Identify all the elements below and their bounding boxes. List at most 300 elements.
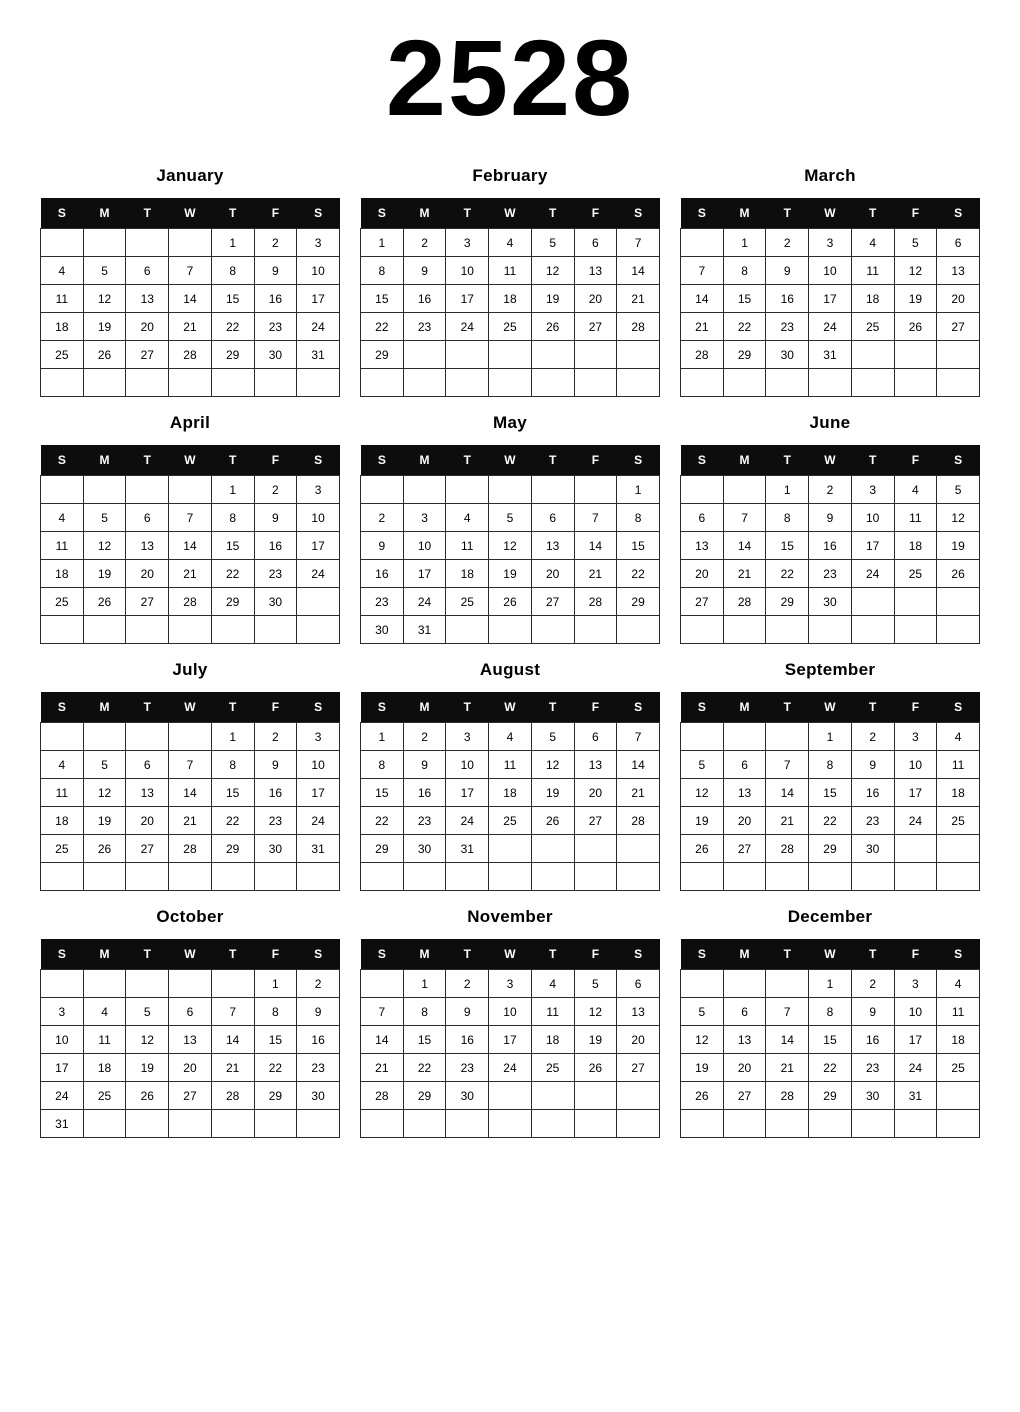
day-cell[interactable]: 27 bbox=[937, 313, 980, 341]
day-cell[interactable]: 16 bbox=[254, 779, 297, 807]
day-cell[interactable]: 14 bbox=[574, 532, 617, 560]
day-cell[interactable]: 2 bbox=[851, 723, 894, 751]
day-cell[interactable]: 27 bbox=[617, 1054, 660, 1082]
day-cell[interactable]: 20 bbox=[723, 807, 766, 835]
day-cell[interactable]: 26 bbox=[83, 341, 126, 369]
day-cell[interactable]: 5 bbox=[681, 751, 724, 779]
day-cell[interactable]: 20 bbox=[574, 285, 617, 313]
day-cell[interactable]: 8 bbox=[617, 504, 660, 532]
day-cell[interactable]: 15 bbox=[211, 285, 254, 313]
day-cell[interactable]: 17 bbox=[809, 285, 852, 313]
day-cell[interactable]: 28 bbox=[211, 1082, 254, 1110]
day-cell[interactable]: 29 bbox=[766, 588, 809, 616]
day-cell[interactable]: 17 bbox=[403, 560, 446, 588]
day-cell[interactable]: 10 bbox=[809, 257, 852, 285]
day-cell[interactable]: 19 bbox=[681, 807, 724, 835]
day-cell[interactable]: 12 bbox=[681, 779, 724, 807]
day-cell[interactable]: 7 bbox=[723, 504, 766, 532]
day-cell[interactable]: 10 bbox=[446, 751, 489, 779]
day-cell[interactable]: 3 bbox=[894, 723, 937, 751]
day-cell[interactable]: 6 bbox=[617, 970, 660, 998]
day-cell[interactable]: 6 bbox=[937, 229, 980, 257]
day-cell[interactable]: 5 bbox=[489, 504, 532, 532]
day-cell[interactable]: 21 bbox=[211, 1054, 254, 1082]
day-cell[interactable]: 25 bbox=[937, 807, 980, 835]
day-cell[interactable]: 14 bbox=[211, 1026, 254, 1054]
day-cell[interactable]: 9 bbox=[403, 751, 446, 779]
day-cell[interactable]: 17 bbox=[489, 1026, 532, 1054]
day-cell[interactable]: 14 bbox=[766, 1026, 809, 1054]
day-cell[interactable]: 14 bbox=[169, 779, 212, 807]
day-cell[interactable]: 11 bbox=[489, 257, 532, 285]
day-cell[interactable]: 10 bbox=[41, 1026, 84, 1054]
day-cell[interactable]: 5 bbox=[681, 998, 724, 1026]
day-cell[interactable]: 21 bbox=[681, 313, 724, 341]
day-cell[interactable]: 23 bbox=[403, 807, 446, 835]
day-cell[interactable]: 14 bbox=[681, 285, 724, 313]
day-cell[interactable]: 10 bbox=[297, 751, 340, 779]
day-cell[interactable]: 23 bbox=[254, 807, 297, 835]
day-cell[interactable]: 24 bbox=[894, 1054, 937, 1082]
day-cell[interactable]: 1 bbox=[211, 476, 254, 504]
day-cell[interactable]: 24 bbox=[809, 313, 852, 341]
day-cell[interactable]: 12 bbox=[489, 532, 532, 560]
day-cell[interactable]: 28 bbox=[766, 835, 809, 863]
day-cell[interactable]: 1 bbox=[723, 229, 766, 257]
day-cell[interactable]: 5 bbox=[126, 998, 169, 1026]
day-cell[interactable]: 8 bbox=[403, 998, 446, 1026]
day-cell[interactable]: 29 bbox=[211, 588, 254, 616]
day-cell[interactable]: 29 bbox=[361, 341, 404, 369]
day-cell[interactable]: 29 bbox=[403, 1082, 446, 1110]
day-cell[interactable]: 3 bbox=[809, 229, 852, 257]
day-cell[interactable]: 15 bbox=[211, 779, 254, 807]
day-cell[interactable]: 17 bbox=[894, 779, 937, 807]
day-cell[interactable]: 1 bbox=[403, 970, 446, 998]
day-cell[interactable]: 21 bbox=[169, 313, 212, 341]
day-cell[interactable]: 18 bbox=[41, 313, 84, 341]
day-cell[interactable]: 8 bbox=[211, 751, 254, 779]
day-cell[interactable]: 8 bbox=[211, 504, 254, 532]
day-cell[interactable]: 2 bbox=[403, 229, 446, 257]
day-cell[interactable]: 9 bbox=[766, 257, 809, 285]
day-cell[interactable]: 3 bbox=[297, 476, 340, 504]
day-cell[interactable]: 4 bbox=[937, 970, 980, 998]
day-cell[interactable]: 5 bbox=[83, 257, 126, 285]
day-cell[interactable]: 4 bbox=[41, 751, 84, 779]
day-cell[interactable]: 11 bbox=[83, 1026, 126, 1054]
day-cell[interactable]: 3 bbox=[41, 998, 84, 1026]
day-cell[interactable]: 2 bbox=[403, 723, 446, 751]
day-cell[interactable]: 30 bbox=[297, 1082, 340, 1110]
day-cell[interactable]: 2 bbox=[766, 229, 809, 257]
day-cell[interactable]: 4 bbox=[489, 229, 532, 257]
day-cell[interactable]: 8 bbox=[254, 998, 297, 1026]
day-cell[interactable]: 5 bbox=[83, 751, 126, 779]
day-cell[interactable]: 24 bbox=[894, 807, 937, 835]
day-cell[interactable]: 24 bbox=[403, 588, 446, 616]
day-cell[interactable]: 5 bbox=[894, 229, 937, 257]
day-cell[interactable]: 5 bbox=[574, 970, 617, 998]
day-cell[interactable]: 18 bbox=[937, 1026, 980, 1054]
day-cell[interactable]: 24 bbox=[489, 1054, 532, 1082]
day-cell[interactable]: 19 bbox=[126, 1054, 169, 1082]
day-cell[interactable]: 13 bbox=[723, 1026, 766, 1054]
day-cell[interactable]: 22 bbox=[211, 560, 254, 588]
day-cell[interactable]: 10 bbox=[297, 257, 340, 285]
day-cell[interactable]: 6 bbox=[126, 504, 169, 532]
day-cell[interactable]: 16 bbox=[851, 1026, 894, 1054]
day-cell[interactable]: 25 bbox=[446, 588, 489, 616]
day-cell[interactable]: 12 bbox=[681, 1026, 724, 1054]
day-cell[interactable]: 30 bbox=[446, 1082, 489, 1110]
day-cell[interactable]: 6 bbox=[574, 723, 617, 751]
day-cell[interactable]: 13 bbox=[937, 257, 980, 285]
day-cell[interactable]: 22 bbox=[617, 560, 660, 588]
day-cell[interactable]: 21 bbox=[617, 285, 660, 313]
day-cell[interactable]: 27 bbox=[126, 341, 169, 369]
day-cell[interactable]: 28 bbox=[361, 1082, 404, 1110]
day-cell[interactable]: 26 bbox=[531, 807, 574, 835]
day-cell[interactable]: 23 bbox=[766, 313, 809, 341]
day-cell[interactable]: 9 bbox=[446, 998, 489, 1026]
day-cell[interactable]: 15 bbox=[766, 532, 809, 560]
day-cell[interactable]: 1 bbox=[809, 970, 852, 998]
day-cell[interactable]: 17 bbox=[446, 285, 489, 313]
day-cell[interactable]: 28 bbox=[681, 341, 724, 369]
day-cell[interactable]: 30 bbox=[254, 588, 297, 616]
day-cell[interactable]: 18 bbox=[937, 779, 980, 807]
day-cell[interactable]: 8 bbox=[809, 751, 852, 779]
day-cell[interactable]: 10 bbox=[851, 504, 894, 532]
day-cell[interactable]: 31 bbox=[41, 1110, 84, 1138]
day-cell[interactable]: 14 bbox=[617, 257, 660, 285]
day-cell[interactable]: 15 bbox=[403, 1026, 446, 1054]
day-cell[interactable]: 5 bbox=[531, 723, 574, 751]
day-cell[interactable]: 19 bbox=[83, 560, 126, 588]
day-cell[interactable]: 27 bbox=[723, 1082, 766, 1110]
day-cell[interactable]: 30 bbox=[403, 835, 446, 863]
day-cell[interactable]: 23 bbox=[403, 313, 446, 341]
day-cell[interactable]: 28 bbox=[169, 588, 212, 616]
day-cell[interactable]: 3 bbox=[489, 970, 532, 998]
day-cell[interactable]: 9 bbox=[297, 998, 340, 1026]
day-cell[interactable]: 16 bbox=[766, 285, 809, 313]
day-cell[interactable]: 22 bbox=[809, 1054, 852, 1082]
day-cell[interactable]: 24 bbox=[446, 313, 489, 341]
day-cell[interactable]: 12 bbox=[126, 1026, 169, 1054]
day-cell[interactable]: 10 bbox=[403, 532, 446, 560]
day-cell[interactable]: 15 bbox=[211, 532, 254, 560]
day-cell[interactable]: 11 bbox=[851, 257, 894, 285]
day-cell[interactable]: 20 bbox=[126, 807, 169, 835]
day-cell[interactable]: 9 bbox=[851, 751, 894, 779]
day-cell[interactable]: 13 bbox=[723, 779, 766, 807]
day-cell[interactable]: 11 bbox=[937, 751, 980, 779]
day-cell[interactable]: 18 bbox=[894, 532, 937, 560]
day-cell[interactable]: 21 bbox=[169, 560, 212, 588]
day-cell[interactable]: 21 bbox=[361, 1054, 404, 1082]
day-cell[interactable]: 7 bbox=[617, 723, 660, 751]
day-cell[interactable]: 29 bbox=[211, 341, 254, 369]
day-cell[interactable]: 24 bbox=[297, 313, 340, 341]
day-cell[interactable]: 17 bbox=[851, 532, 894, 560]
day-cell[interactable]: 26 bbox=[489, 588, 532, 616]
day-cell[interactable]: 1 bbox=[254, 970, 297, 998]
day-cell[interactable]: 19 bbox=[489, 560, 532, 588]
day-cell[interactable]: 17 bbox=[446, 779, 489, 807]
day-cell[interactable]: 7 bbox=[617, 229, 660, 257]
day-cell[interactable]: 25 bbox=[894, 560, 937, 588]
day-cell[interactable]: 26 bbox=[937, 560, 980, 588]
day-cell[interactable]: 28 bbox=[169, 835, 212, 863]
day-cell[interactable]: 9 bbox=[254, 751, 297, 779]
day-cell[interactable]: 20 bbox=[531, 560, 574, 588]
day-cell[interactable]: 16 bbox=[851, 779, 894, 807]
day-cell[interactable]: 4 bbox=[937, 723, 980, 751]
day-cell[interactable]: 15 bbox=[809, 779, 852, 807]
day-cell[interactable]: 26 bbox=[574, 1054, 617, 1082]
day-cell[interactable]: 11 bbox=[531, 998, 574, 1026]
day-cell[interactable]: 27 bbox=[574, 313, 617, 341]
day-cell[interactable]: 13 bbox=[126, 779, 169, 807]
day-cell[interactable]: 24 bbox=[41, 1082, 84, 1110]
day-cell[interactable]: 28 bbox=[169, 341, 212, 369]
day-cell[interactable]: 19 bbox=[681, 1054, 724, 1082]
day-cell[interactable]: 8 bbox=[766, 504, 809, 532]
day-cell[interactable]: 21 bbox=[766, 1054, 809, 1082]
day-cell[interactable]: 7 bbox=[169, 751, 212, 779]
day-cell[interactable]: 19 bbox=[531, 285, 574, 313]
day-cell[interactable]: 1 bbox=[766, 476, 809, 504]
day-cell[interactable]: 20 bbox=[126, 313, 169, 341]
day-cell[interactable]: 23 bbox=[851, 1054, 894, 1082]
day-cell[interactable]: 22 bbox=[809, 807, 852, 835]
day-cell[interactable]: 3 bbox=[446, 723, 489, 751]
day-cell[interactable]: 22 bbox=[403, 1054, 446, 1082]
day-cell[interactable]: 23 bbox=[809, 560, 852, 588]
day-cell[interactable]: 22 bbox=[361, 313, 404, 341]
day-cell[interactable]: 22 bbox=[766, 560, 809, 588]
day-cell[interactable]: 27 bbox=[126, 835, 169, 863]
day-cell[interactable]: 14 bbox=[723, 532, 766, 560]
day-cell[interactable]: 26 bbox=[681, 835, 724, 863]
day-cell[interactable]: 21 bbox=[169, 807, 212, 835]
day-cell[interactable]: 24 bbox=[297, 807, 340, 835]
day-cell[interactable]: 27 bbox=[723, 835, 766, 863]
day-cell[interactable]: 10 bbox=[297, 504, 340, 532]
day-cell[interactable]: 10 bbox=[894, 998, 937, 1026]
day-cell[interactable]: 15 bbox=[809, 1026, 852, 1054]
day-cell[interactable]: 24 bbox=[446, 807, 489, 835]
day-cell[interactable]: 8 bbox=[723, 257, 766, 285]
day-cell[interactable]: 18 bbox=[489, 779, 532, 807]
day-cell[interactable]: 2 bbox=[809, 476, 852, 504]
day-cell[interactable]: 24 bbox=[851, 560, 894, 588]
day-cell[interactable]: 6 bbox=[723, 998, 766, 1026]
day-cell[interactable]: 13 bbox=[574, 751, 617, 779]
day-cell[interactable]: 18 bbox=[83, 1054, 126, 1082]
day-cell[interactable]: 12 bbox=[937, 504, 980, 532]
day-cell[interactable]: 4 bbox=[531, 970, 574, 998]
day-cell[interactable]: 20 bbox=[169, 1054, 212, 1082]
day-cell[interactable]: 16 bbox=[403, 285, 446, 313]
day-cell[interactable]: 18 bbox=[489, 285, 532, 313]
day-cell[interactable]: 30 bbox=[254, 835, 297, 863]
day-cell[interactable]: 13 bbox=[126, 532, 169, 560]
day-cell[interactable]: 19 bbox=[574, 1026, 617, 1054]
day-cell[interactable]: 24 bbox=[297, 560, 340, 588]
day-cell[interactable]: 19 bbox=[83, 807, 126, 835]
day-cell[interactable]: 14 bbox=[361, 1026, 404, 1054]
day-cell[interactable]: 4 bbox=[489, 723, 532, 751]
day-cell[interactable]: 6 bbox=[531, 504, 574, 532]
day-cell[interactable]: 26 bbox=[83, 835, 126, 863]
day-cell[interactable]: 25 bbox=[851, 313, 894, 341]
day-cell[interactable]: 31 bbox=[809, 341, 852, 369]
day-cell[interactable]: 29 bbox=[723, 341, 766, 369]
day-cell[interactable]: 10 bbox=[489, 998, 532, 1026]
day-cell[interactable]: 8 bbox=[361, 751, 404, 779]
day-cell[interactable]: 15 bbox=[723, 285, 766, 313]
day-cell[interactable]: 20 bbox=[723, 1054, 766, 1082]
day-cell[interactable]: 23 bbox=[361, 588, 404, 616]
day-cell[interactable]: 6 bbox=[126, 751, 169, 779]
day-cell[interactable]: 30 bbox=[809, 588, 852, 616]
day-cell[interactable]: 20 bbox=[681, 560, 724, 588]
day-cell[interactable]: 22 bbox=[211, 313, 254, 341]
day-cell[interactable]: 31 bbox=[297, 835, 340, 863]
day-cell[interactable]: 21 bbox=[723, 560, 766, 588]
day-cell[interactable]: 15 bbox=[361, 779, 404, 807]
day-cell[interactable]: 22 bbox=[254, 1054, 297, 1082]
day-cell[interactable]: 21 bbox=[617, 779, 660, 807]
day-cell[interactable]: 2 bbox=[851, 970, 894, 998]
day-cell[interactable]: 4 bbox=[41, 504, 84, 532]
day-cell[interactable]: 5 bbox=[83, 504, 126, 532]
day-cell[interactable]: 25 bbox=[83, 1082, 126, 1110]
day-cell[interactable]: 7 bbox=[169, 504, 212, 532]
day-cell[interactable]: 16 bbox=[254, 285, 297, 313]
day-cell[interactable]: 12 bbox=[83, 285, 126, 313]
day-cell[interactable]: 2 bbox=[254, 723, 297, 751]
day-cell[interactable]: 6 bbox=[681, 504, 724, 532]
day-cell[interactable]: 29 bbox=[809, 1082, 852, 1110]
day-cell[interactable]: 2 bbox=[254, 229, 297, 257]
day-cell[interactable]: 25 bbox=[41, 341, 84, 369]
day-cell[interactable]: 6 bbox=[126, 257, 169, 285]
day-cell[interactable]: 28 bbox=[617, 313, 660, 341]
day-cell[interactable]: 19 bbox=[894, 285, 937, 313]
day-cell[interactable]: 25 bbox=[489, 313, 532, 341]
day-cell[interactable]: 18 bbox=[531, 1026, 574, 1054]
day-cell[interactable]: 29 bbox=[361, 835, 404, 863]
day-cell[interactable]: 7 bbox=[766, 751, 809, 779]
day-cell[interactable]: 3 bbox=[297, 723, 340, 751]
day-cell[interactable]: 11 bbox=[41, 285, 84, 313]
day-cell[interactable]: 1 bbox=[211, 229, 254, 257]
day-cell[interactable]: 3 bbox=[851, 476, 894, 504]
day-cell[interactable]: 27 bbox=[574, 807, 617, 835]
day-cell[interactable]: 12 bbox=[83, 532, 126, 560]
day-cell[interactable]: 14 bbox=[617, 751, 660, 779]
day-cell[interactable]: 25 bbox=[937, 1054, 980, 1082]
day-cell[interactable]: 26 bbox=[531, 313, 574, 341]
day-cell[interactable]: 13 bbox=[126, 285, 169, 313]
day-cell[interactable]: 16 bbox=[809, 532, 852, 560]
day-cell[interactable]: 26 bbox=[126, 1082, 169, 1110]
day-cell[interactable]: 1 bbox=[809, 723, 852, 751]
day-cell[interactable]: 20 bbox=[937, 285, 980, 313]
day-cell[interactable]: 3 bbox=[403, 504, 446, 532]
day-cell[interactable]: 25 bbox=[41, 835, 84, 863]
day-cell[interactable]: 21 bbox=[574, 560, 617, 588]
day-cell[interactable]: 1 bbox=[361, 723, 404, 751]
day-cell[interactable]: 6 bbox=[574, 229, 617, 257]
day-cell[interactable]: 17 bbox=[297, 532, 340, 560]
day-cell[interactable]: 14 bbox=[169, 532, 212, 560]
day-cell[interactable]: 8 bbox=[361, 257, 404, 285]
day-cell[interactable]: 30 bbox=[254, 341, 297, 369]
day-cell[interactable]: 28 bbox=[617, 807, 660, 835]
day-cell[interactable]: 28 bbox=[723, 588, 766, 616]
day-cell[interactable]: 8 bbox=[809, 998, 852, 1026]
day-cell[interactable]: 11 bbox=[894, 504, 937, 532]
day-cell[interactable]: 18 bbox=[41, 560, 84, 588]
day-cell[interactable]: 31 bbox=[297, 341, 340, 369]
day-cell[interactable]: 18 bbox=[851, 285, 894, 313]
day-cell[interactable]: 17 bbox=[297, 285, 340, 313]
day-cell[interactable]: 22 bbox=[211, 807, 254, 835]
day-cell[interactable]: 13 bbox=[681, 532, 724, 560]
day-cell[interactable]: 22 bbox=[723, 313, 766, 341]
day-cell[interactable]: 9 bbox=[809, 504, 852, 532]
day-cell[interactable]: 28 bbox=[766, 1082, 809, 1110]
day-cell[interactable]: 20 bbox=[574, 779, 617, 807]
day-cell[interactable]: 11 bbox=[489, 751, 532, 779]
day-cell[interactable]: 4 bbox=[83, 998, 126, 1026]
day-cell[interactable]: 14 bbox=[169, 285, 212, 313]
day-cell[interactable]: 16 bbox=[254, 532, 297, 560]
day-cell[interactable]: 29 bbox=[254, 1082, 297, 1110]
day-cell[interactable]: 9 bbox=[403, 257, 446, 285]
day-cell[interactable]: 11 bbox=[41, 779, 84, 807]
day-cell[interactable]: 10 bbox=[446, 257, 489, 285]
day-cell[interactable]: 9 bbox=[361, 532, 404, 560]
day-cell[interactable]: 11 bbox=[446, 532, 489, 560]
day-cell[interactable]: 13 bbox=[617, 998, 660, 1026]
day-cell[interactable]: 12 bbox=[894, 257, 937, 285]
day-cell[interactable]: 12 bbox=[531, 751, 574, 779]
day-cell[interactable]: 29 bbox=[809, 835, 852, 863]
day-cell[interactable]: 23 bbox=[297, 1054, 340, 1082]
day-cell[interactable]: 9 bbox=[254, 257, 297, 285]
day-cell[interactable]: 26 bbox=[681, 1082, 724, 1110]
day-cell[interactable]: 10 bbox=[894, 751, 937, 779]
day-cell[interactable]: 7 bbox=[361, 998, 404, 1026]
day-cell[interactable]: 2 bbox=[254, 476, 297, 504]
day-cell[interactable]: 20 bbox=[126, 560, 169, 588]
day-cell[interactable]: 17 bbox=[894, 1026, 937, 1054]
day-cell[interactable]: 9 bbox=[254, 504, 297, 532]
day-cell[interactable]: 27 bbox=[531, 588, 574, 616]
day-cell[interactable]: 18 bbox=[41, 807, 84, 835]
day-cell[interactable]: 16 bbox=[446, 1026, 489, 1054]
day-cell[interactable]: 3 bbox=[297, 229, 340, 257]
day-cell[interactable]: 4 bbox=[851, 229, 894, 257]
day-cell[interactable]: 16 bbox=[403, 779, 446, 807]
day-cell[interactable]: 17 bbox=[41, 1054, 84, 1082]
